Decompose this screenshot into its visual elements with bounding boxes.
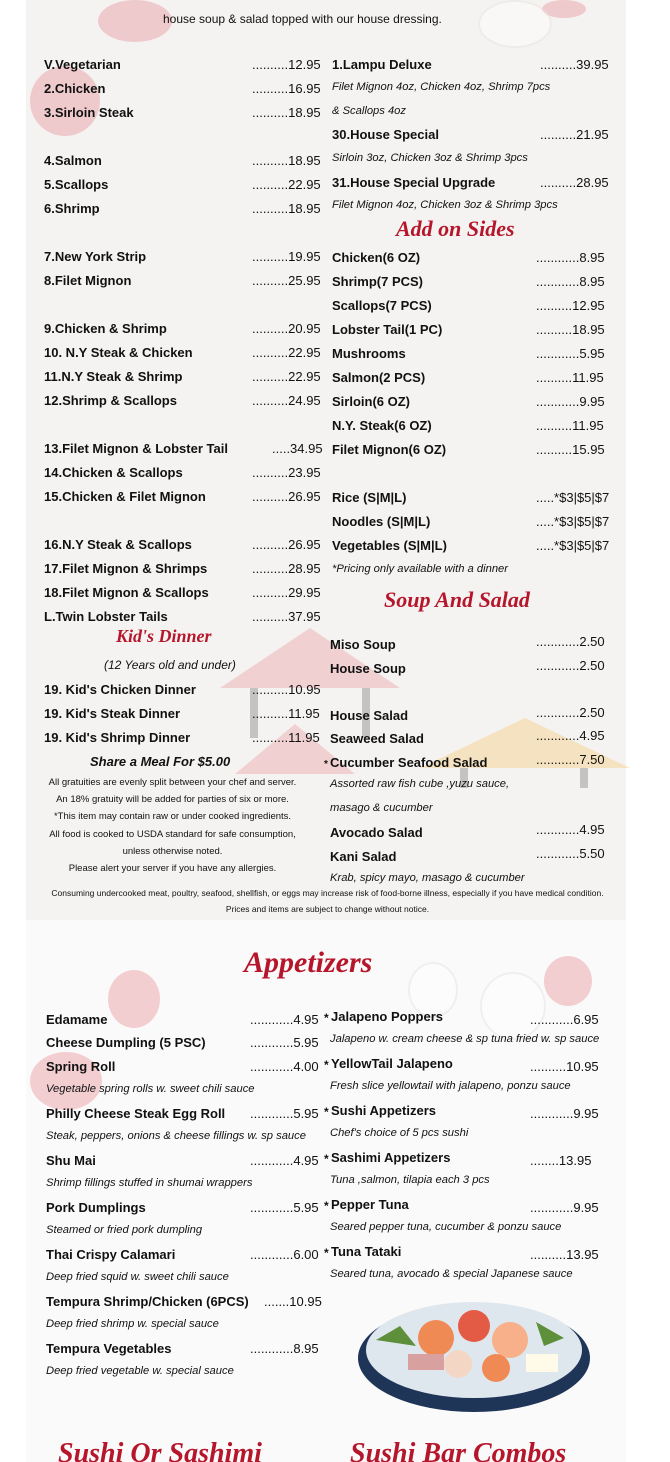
menu-item-price: ..........22.95 [252, 345, 321, 360]
kids-item-name: 19. Kid's Chicken Dinner [44, 682, 196, 697]
menu-item-price: ..........29.95 [252, 585, 321, 600]
sushi-platter-image [356, 1282, 592, 1414]
menu-item-name: 30.House Special [332, 127, 439, 142]
appetizer-name: Shu Mai [46, 1153, 96, 1168]
menu-item-name: V.Vegetarian [44, 57, 121, 72]
menu-item-description: Filet Mignon 4oz, Chicken 4oz, Shrimp 7pcs [332, 81, 551, 93]
side-item-price: ..........11.95 [536, 418, 604, 433]
menu-item-description: Sirloin 3oz, Chicken 3oz & Shrimp 3pcs [332, 152, 528, 164]
kids-dinner-title: Kid's Dinner [116, 626, 212, 646]
menu-item-price: ..........12.95 [252, 57, 321, 72]
appetizer-description: Tuna ,salmon, tilapia each 3 pcs [330, 1174, 490, 1186]
menu-item-price: ..........20.95 [252, 321, 321, 336]
menu-item-price: .....34.95 [272, 441, 323, 456]
soup-item-name: House Salad [330, 708, 409, 723]
side-item-name: Vegetables (S|M|L) [332, 538, 447, 553]
appetizer-description: Deep fried vegetable w. special sauce [46, 1365, 234, 1377]
side-item-price: ..........12.95 [536, 298, 605, 313]
appetizer-price: ..........13.95 [530, 1247, 599, 1262]
soup-item-name: Cucumber Seafood Salad [330, 755, 488, 770]
appetizer-description: Jalapeno w. cream cheese & sp tuna fried w. sp sauce [330, 1033, 600, 1045]
menu-item-price: ..........25.95 [252, 273, 321, 288]
menu-item-name: 7.New York Strip [44, 249, 147, 264]
lantern-decoration [478, 0, 552, 48]
menu-item-price: ..........37.95 [252, 609, 321, 624]
soup-item-name: Seaweed Salad [330, 731, 424, 746]
soup-item-price: ............4.95 [536, 822, 605, 837]
menu-item-name: 12.Shrimp & Scallops [44, 393, 177, 408]
menu-item-name: 10. N.Y Steak & Chicken [44, 345, 193, 360]
kids-item-price: ..........10.95 [252, 682, 321, 697]
side-item-name: N.Y. Steak(6 OZ) [332, 418, 432, 433]
soup-item-price: ............5.50 [536, 846, 605, 861]
menu-item-name: 1.Lampu Deluxe [332, 57, 432, 72]
lantern-decoration [30, 66, 100, 136]
appetizer-price: ............5.95 [250, 1200, 319, 1215]
menu-item-name: 6.Shrimp [44, 201, 100, 216]
side-item-price: ..........15.95 [536, 442, 605, 457]
menu-item-price: ..........22.95 [252, 369, 321, 384]
policy-note: Please alert your server if you have any allergies. [68, 863, 277, 874]
kids-item-name: 19. Kid's Steak Dinner [44, 706, 181, 721]
side-item-price: .....*$3|$5|$7 [536, 490, 610, 505]
menu-item-name: 16.N.Y Steak & Scallops [44, 537, 192, 552]
side-item-price: ..........11.95 [536, 370, 604, 385]
side-item-name: Filet Mignon(6 OZ) [332, 442, 447, 457]
menu-item-name: 8.Filet Mignon [44, 273, 132, 288]
appetizer-name: Thai Crispy Calamari [46, 1247, 176, 1262]
side-item-name: Noodles (S|M|L) [332, 514, 431, 529]
menu-item-description: Filet Mignon 4oz, Chicken 3oz & Shrimp 3pcs [332, 199, 558, 211]
sides-title: Add on Sides [396, 216, 515, 241]
appetizer-price: ..........10.95 [530, 1059, 599, 1074]
policy-note: An 18% gratuity will be added for parties of six or more. [56, 794, 289, 806]
soup-item-price: ............2.50 [536, 634, 605, 649]
menu-item-price: ..........19.95 [252, 249, 321, 264]
appetizer-price: ............9.95 [530, 1106, 599, 1121]
kids-item-name: 19. Kid's Shrimp Dinner [44, 730, 191, 745]
appetizer-name: Pork Dumplings [46, 1200, 146, 1215]
lantern-decoration [544, 956, 592, 1006]
appetizer-price: ............4.95 [250, 1012, 319, 1027]
soup-item-price: ............4.95 [536, 728, 605, 743]
appetizer-price: ............9.95 [530, 1200, 599, 1215]
soup-item-price: ............7.50 [536, 752, 605, 767]
menu-item-price: ..........21.95 [540, 127, 609, 142]
menu-item-price: ..........28.95 [540, 175, 609, 190]
sushi-sashimi-title: Sushi Or Sashimi [58, 1438, 262, 1462]
share-meal-text: Share a Meal For $5.00 [90, 754, 231, 769]
appetizer-price: ............6.00 [250, 1247, 319, 1262]
sushi-combos-title: Sushi Bar Combos [350, 1438, 567, 1462]
menu-item-name: 2.Chicken [44, 81, 106, 96]
kids-dinner-subtitle: (12 Years old and under) [104, 658, 236, 672]
appetizer-price: ............5.95 [250, 1035, 319, 1050]
soup-item-description: Assorted raw fish cube ,yuzu sauce, [330, 778, 510, 790]
side-item-name: Scallops(7 PCS) [332, 298, 432, 313]
soup-salad-title: Soup And Salad [384, 587, 530, 612]
menu-item-name: 4.Salmon [44, 153, 102, 168]
menu-item-name: 17.Filet Mignon & Shrimps [44, 561, 208, 576]
appetizer-name: YellowTail Jalapeno [331, 1056, 453, 1071]
soup-item-name: House Soup [330, 661, 406, 676]
side-item-price: ............8.95 [536, 250, 605, 265]
side-item-name: Rice (S|M|L) [332, 490, 407, 505]
appetizer-description: Steak, peppers, onions & cheese fillings w. sp sauce [46, 1130, 306, 1142]
appetizer-price: ............6.95 [530, 1012, 599, 1027]
menu-item-name: L.Twin Lobster Tails [44, 609, 168, 624]
side-item-price: .....*$3|$5|$7 [536, 538, 610, 553]
soup-item-description: Krab, spicy mayo, masago & cucumber [330, 872, 525, 884]
menu-item-name: 18.Filet Mignon & Scallops [44, 585, 209, 600]
policy-note: unless otherwise noted. [122, 845, 223, 857]
menu-item-price: ..........28.95 [252, 561, 321, 576]
side-item-name: Salmon(2 PCS) [332, 370, 426, 385]
appetizer-name: Philly Cheese Steak Egg Roll [46, 1106, 226, 1121]
intro-text: house soup & salad topped with our house dressing. [163, 12, 442, 26]
soup-item-name: Kani Salad [330, 849, 397, 864]
appetizer-description: Deep fried shrimp w. special sauce [46, 1318, 219, 1330]
soup-item-price: ............2.50 [536, 705, 605, 720]
menu-item-price: ..........26.95 [252, 537, 321, 552]
appetizer-name: Jalapeno Poppers [331, 1009, 443, 1024]
menu-item-price: ..........22.95 [252, 177, 321, 192]
menu-item-name: 11.N.Y Steak & Shrimp [44, 369, 183, 384]
menu-item-price: ..........18.95 [252, 201, 321, 216]
menu-item-name: 9.Chicken & Shrimp [44, 321, 167, 336]
soup-item-price: ............2.50 [536, 658, 605, 673]
appetizer-description: Seared tuna, avocado & special Japanese sauce [330, 1268, 573, 1280]
menu-item-description: & Scallops 4oz [332, 105, 407, 117]
side-item-name: Chicken(6 OZ) [332, 250, 421, 265]
menu-item-price: ..........23.95 [252, 465, 321, 480]
raw-item-star: * [324, 759, 328, 770]
disclaimer-text: Consuming undercooked meat, poultry, seafood, shellfish, or eggs may increase risk of food-borne illness, especially if you have medical condition. [51, 888, 604, 898]
sides-note: *Pricing only available with a dinner [332, 563, 508, 575]
appetizer-description: Vegetable spring rolls w. sweet chili sauce [46, 1083, 255, 1095]
appetizer-name: Spring Roll [46, 1059, 116, 1074]
menu-item-price: ..........18.95 [252, 153, 321, 168]
soup-item-name: Avocado Salad [330, 825, 423, 840]
policy-note: All gratuities are evenly split between your chef and server. [48, 777, 297, 788]
appetizer-name: Edamame [46, 1012, 108, 1027]
menu-item-name: 13.Filet Mignon & Lobster Tail [44, 441, 228, 456]
appetizer-name: Tempura Shrimp/Chicken (6PCS) [46, 1294, 249, 1309]
appetizer-price: ............4.00 [250, 1059, 319, 1074]
menu-item-name: 3.Sirloin Steak [44, 105, 134, 120]
side-item-name: Sirloin(6 OZ) [332, 394, 410, 409]
menu-item-price: ..........39.95 [540, 57, 609, 72]
appetizer-price: ............4.95 [250, 1153, 319, 1168]
menu-item-name: 31.House Special Upgrade [332, 175, 496, 190]
lantern-decoration [480, 972, 546, 1040]
raw-item-star: * [324, 1011, 329, 1025]
side-item-price: .....*$3|$5|$7 [536, 514, 610, 529]
raw-item-star: * [324, 1058, 329, 1072]
side-item-price: ............9.95 [536, 394, 605, 409]
menu-item-price: ..........26.95 [252, 489, 321, 504]
policy-note: All food is cooked to USDA standard for safe consumption, [49, 828, 296, 840]
appetizer-description: Steamed or fried pork dumpling [46, 1224, 203, 1236]
appetizer-name: Tuna Tataki [331, 1244, 402, 1259]
menu-item-name: 5.Scallops [44, 177, 109, 192]
appetizer-price: ........13.95 [530, 1153, 592, 1168]
appetizer-name: Sashimi Appetizers [331, 1150, 451, 1165]
appetizer-name: Sushi Appetizers [331, 1103, 436, 1118]
menu-item-price: ..........18.95 [252, 105, 321, 120]
soup-item-name: Miso Soup [330, 637, 396, 652]
appetizer-description: Fresh slice yellowtail with jalapeno, ponzu sauce [330, 1080, 571, 1092]
appetizer-description: Chef's choice of 5 pcs sushi [330, 1127, 469, 1139]
side-item-price: ..........18.95 [536, 322, 605, 337]
disclaimer-text: Prices and items are subject to change without notice. [225, 904, 430, 914]
appetizer-description: Shrimp fillings stuffed in shumai wrappers [46, 1177, 253, 1189]
kids-item-price: ..........11.95 [252, 706, 320, 721]
side-item-price: ............5.95 [536, 346, 605, 361]
side-item-name: Shrimp(7 PCS) [332, 274, 424, 289]
soup-item-description: masago & cucumber [330, 802, 433, 814]
appetizer-description: Deep fried squid w. sweet chili sauce [46, 1271, 229, 1283]
side-item-name: Lobster Tail(1 PC) [332, 322, 443, 337]
appetizer-price: ............8.95 [250, 1341, 319, 1356]
side-item-name: Mushrooms [332, 346, 406, 361]
appetizer-name: Cheese Dumpling (5 PSC) [46, 1035, 206, 1050]
side-item-price: ............8.95 [536, 274, 605, 289]
kids-item-price: ..........11.95 [252, 730, 320, 745]
appetizer-price: ............5.95 [250, 1106, 319, 1121]
lantern-decoration [98, 0, 172, 42]
appetizers-title: Appetizers [244, 946, 373, 979]
raw-item-star: * [324, 1105, 329, 1119]
appetizer-description: Seared pepper tuna, cucumber & ponzu sauce [330, 1221, 562, 1233]
raw-item-star: * [324, 1152, 329, 1166]
menu-item-price: ..........24.95 [252, 393, 321, 408]
menu-item-name: 14.Chicken & Scallops [44, 465, 183, 480]
lantern-decoration [108, 970, 160, 1028]
raw-item-star: * [324, 1246, 329, 1260]
policy-note: *This item may contain raw or under cooked ingredients. [53, 811, 292, 823]
appetizer-name: Tempura Vegetables [46, 1341, 172, 1356]
appetizer-name: Pepper Tuna [331, 1197, 409, 1212]
appetizer-price: .......10.95 [264, 1294, 322, 1309]
menu-item-price: ..........16.95 [252, 81, 321, 96]
raw-item-star: * [324, 1199, 329, 1213]
menu-item-name: 15.Chicken & Filet Mignon [44, 489, 206, 504]
